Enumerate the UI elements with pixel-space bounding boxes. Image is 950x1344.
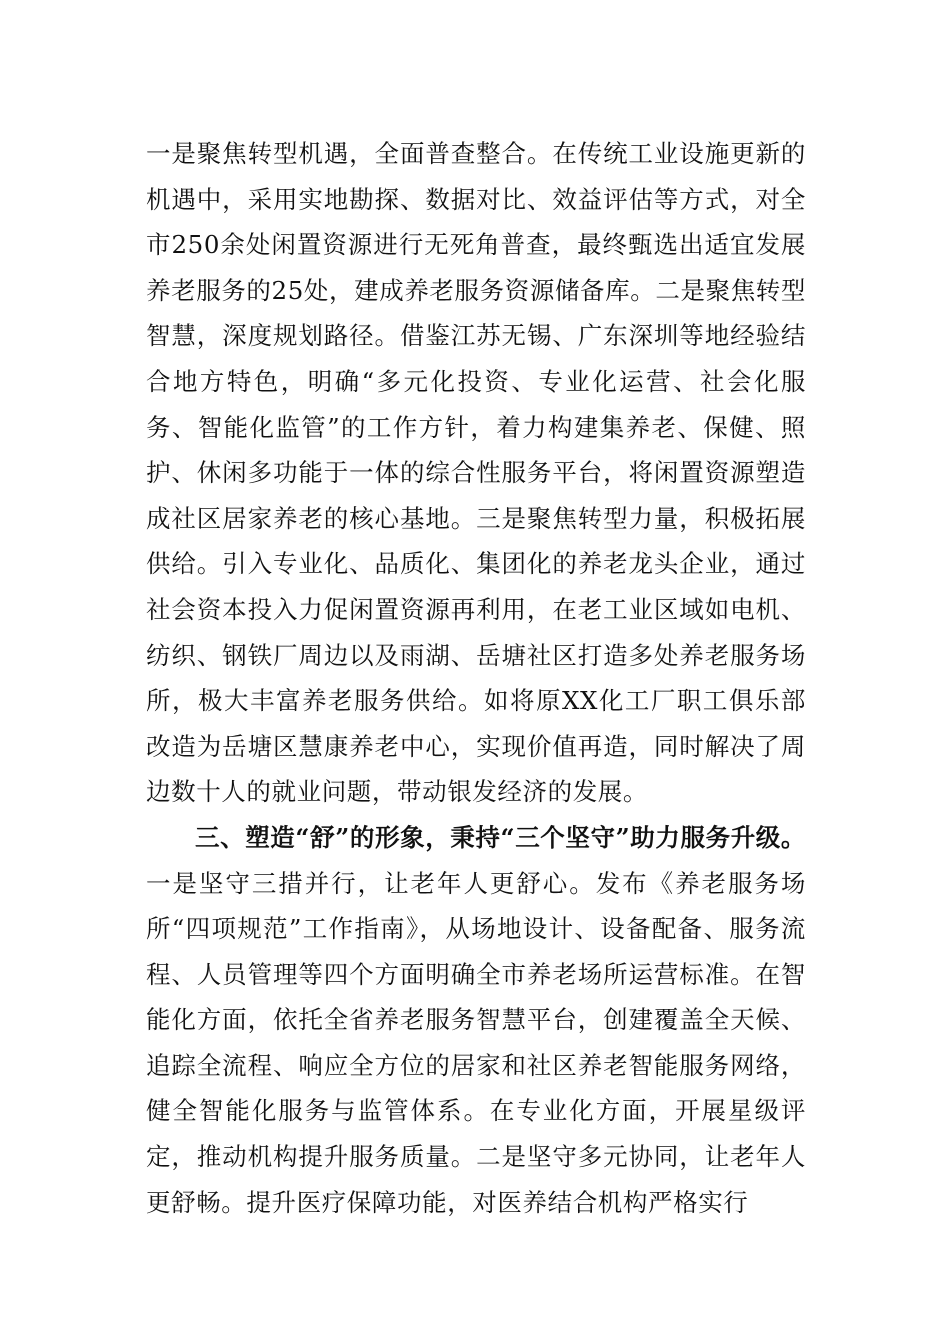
section-body-text: 一是坚守三措并行，让老年人更舒心。发布《养老服务场所“四项规范”工作指南》，从场地设计、设备配备、服务流程、人员管理等四个方面明确全市养老场所运营标准。在智能化方面，依托全省养老服务智慧平台，创建覆盖全天候、追踪全流程、响应全方位的居家和社区养老智能服务网络，健全智能化服务与监管体系。在专业化方面，开展星级评定，推动机构提升服务质量。二是坚守多元协同，让老年人更舒畅。提升医疗保障功能，对医养结合机构严格实行: [146, 868, 806, 1217]
section-heading: 三、塑造“舒”的形象，秉持“三个坚守”助力服务升级。: [195, 822, 806, 852]
document-body: [146, 131, 806, 1225]
paragraph-continuation: 一是聚焦转型机遇，全面普查整合。在传统工业设施更新的机遇中，采用实地勘探、数据对比、效益评估等方式，对全市250余处闲置资源进行无死角普查，最终甄选出适宜发展养老服务的25处，建成养老服务资源储备库。二是聚焦转型智慧，深度规划路径。借鉴江苏无锡、广东深圳等地经验结合地方特色，明确“多元化投资、专业化运营、社会化服务、智能化监管”的工作方针，着力构建集养老、保健、照护、休闲多功能于一体的综合性服务平台，将闲置资源塑造成社区居家养老的核心基地。三是聚焦转型力量，积极拓展供给。引入专业化、品质化、集团化的养老龙头企业，通过社会资本投入力促闲置资源再利用，在老工业区域如电机、纺织、钢铁厂周边以及雨湖、岳塘社区打造多处养老服务场所，极大丰富养老服务供给。如将原XX化工厂职工俱乐部改造为岳塘区慧康养老中心，实现价值再造，同时解决了周边数十人的就业问题，带动银发经济的发展。: [146, 139, 806, 807]
paragraph-section-three: [146, 815, 806, 1225]
